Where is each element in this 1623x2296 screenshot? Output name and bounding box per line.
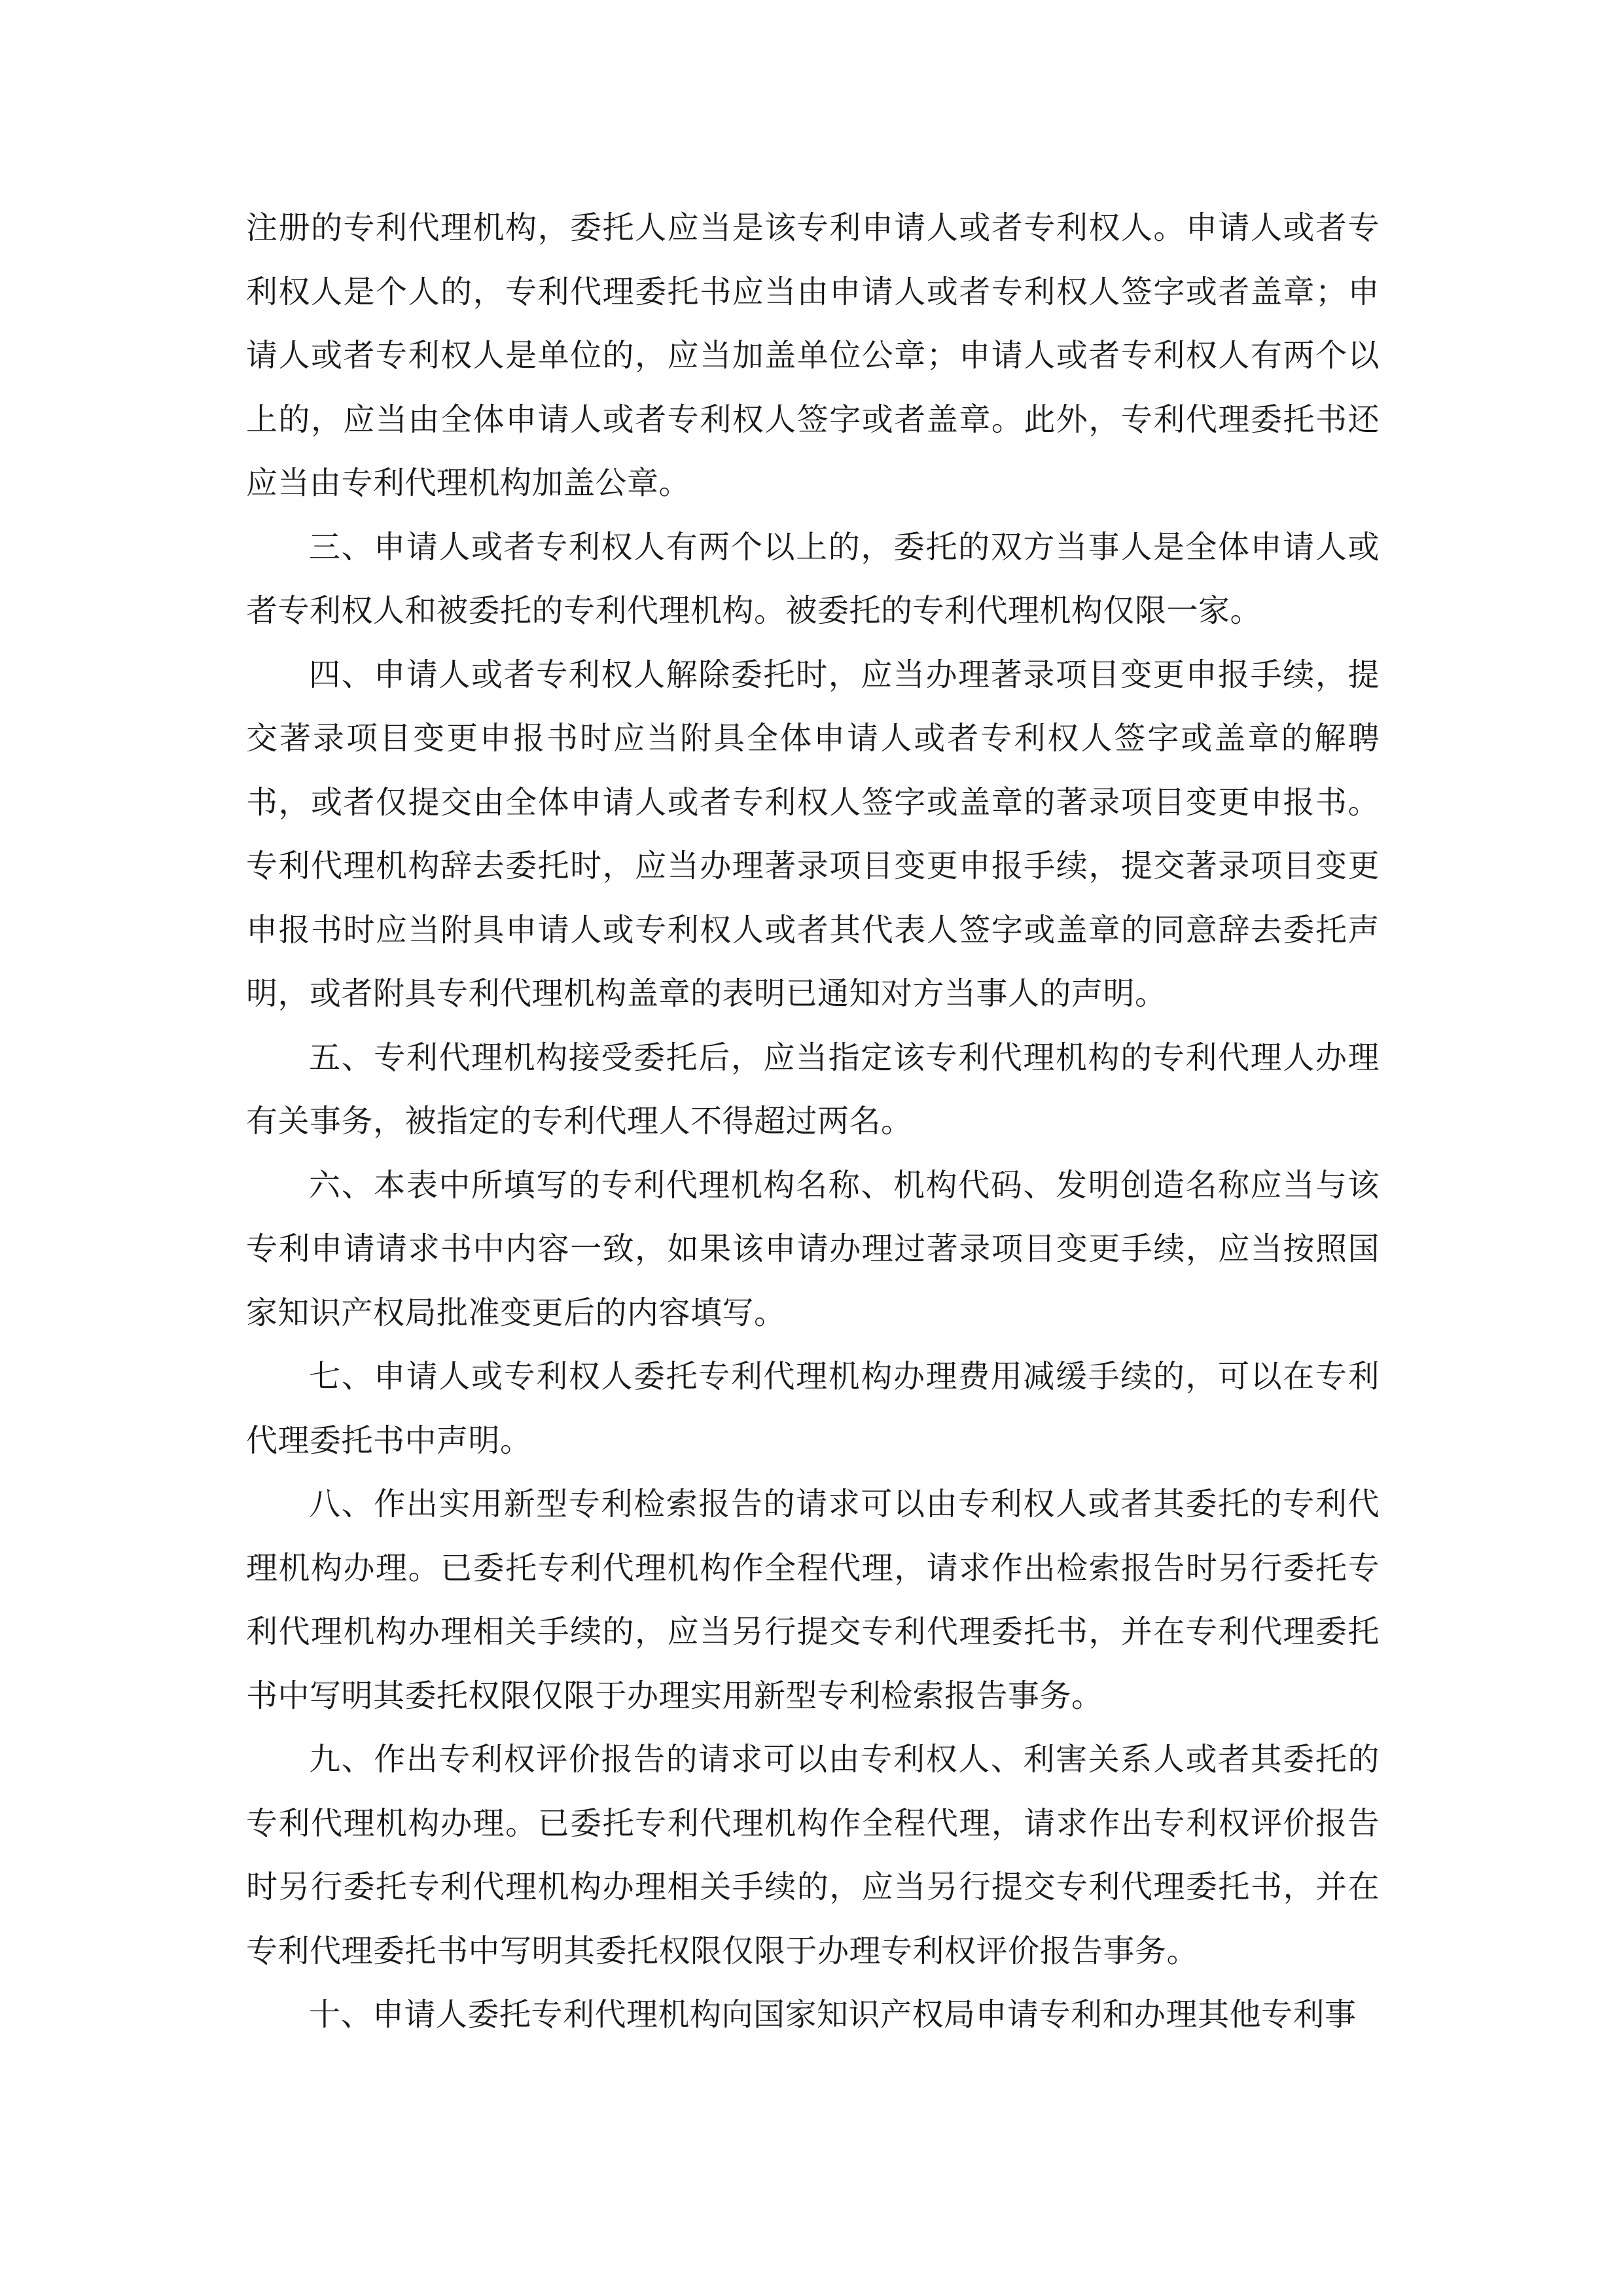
paragraph-item-8: 八、作出实用新型专利检索报告的请求可以由专利权人或者其委托的专利代理机构办理。已委托专利代理机构作全程代理，请求作出检索报告时另行委托专利代理机构办理相关手续的，应当另行提交专利代理委托书，并在专利代理委托书中写明其委托权限仅限于办理实用新型专利检索报告事务。	[246, 1486, 1380, 1714]
paragraph-item-6: 六、本表中所填写的专利代理机构名称、机构代码、发明创造名称应当与该专利申请请求书中内容一致，如果该申请办理过著录项目变更手续，应当按照国家知识产权局批准变更后的内容填写。	[246, 1166, 1380, 1331]
paragraph-item-10: 十、申请人委托专利代理机构向国家知识产权局申请专利和办理其他专利事	[309, 1996, 1357, 2033]
document-body	[246, 196, 1380, 2047]
paragraph-item-9: 九、作出专利权评价报告的请求可以由专利权人、利害关系人或者其委托的专利代理机构办理。已委托专利代理机构作全程代理，请求作出专利权评价报告时另行委托专利代理机构办理相关手续的，应当另行提交专利代理委托书，并在专利代理委托书中写明其委托权限仅限于办理专利权评价报告事务。	[246, 1741, 1380, 1969]
paragraph-item-4: 四、申请人或者专利权人解除委托时，应当办理著录项目变更申报手续，提交著录项目变更申报书时应当附具全体申请人或者专利权人签字或盖章的解聘书，或者仅提交由全体申请人或者专利权人签字或盖章的著录项目变更申报书。专利代理机构辞去委托时，应当办理著录项目变更申报手续，提交著录项目变更申报书时应当附具申请人或专利权人或者其代表人签字或盖章的同意辞去委托声明，或者附具专利代理机构盖章的表明已通知对方当事人的声明。	[246, 656, 1380, 1012]
paragraph-item-5: 五、专利代理机构接受委托后，应当指定该专利代理机构的专利代理人办理有关事务，被指定的专利代理人不得超过两名。	[246, 1039, 1380, 1139]
paragraph-continuation: 注册的专利代理机构，委托人应当是该专利申请人或者专利权人。申请人或者专利权人是个人的，专利代理委托书应当由申请人或者专利权人签字或者盖章；申请人或者专利权人是单位的，应当加盖单位公章；申请人或者专利权人有两个以上的，应当由全体申请人或者专利权人签字或者盖章。此外，专利代理委托书还应当由专利代理机构加盖公章。	[246, 209, 1380, 501]
paragraph-item-3: 三、申请人或者专利权人有两个以上的，委托的双方当事人是全体申请人或者专利权人和被委托的专利代理机构。被委托的专利代理机构仅限一家。	[246, 528, 1380, 629]
paragraph-item-7: 七、申请人或专利权人委托专利代理机构办理费用减缓手续的，可以在专利代理委托书中声明。	[246, 1358, 1380, 1459]
